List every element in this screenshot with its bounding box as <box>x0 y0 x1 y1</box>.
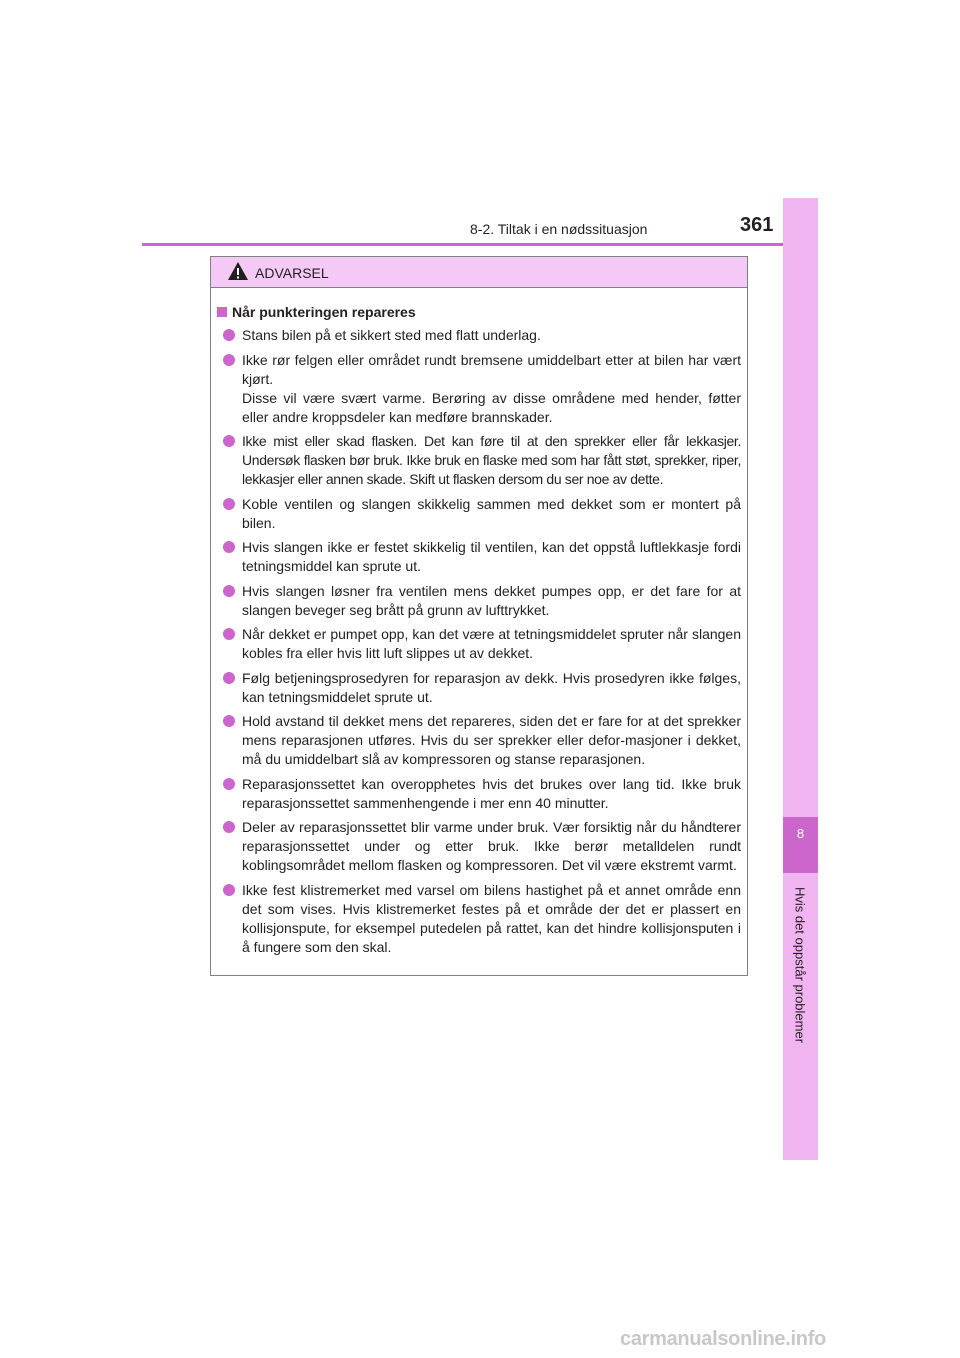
warning-triangle-icon <box>227 260 249 287</box>
warning-bullet: Ikke mist eller skad flasken. Det kan føre til at den sprekker eller får lekkasjer. Undersøk flasken bør bruk. Ikke bruk en flaske med som har fått støt, sprekker, riper, lekkasjer eller annen skade. Skift ut flasken dersom du ser noe av dette. <box>217 432 741 489</box>
warning-header <box>211 257 747 288</box>
warning-subheading-text: Når punkteringen repareres <box>232 304 416 320</box>
warning-bullet: Koble ventilen og slangen skikkelig sammen med dekket som er montert på bilen. <box>217 495 741 533</box>
bullet-dot-icon <box>223 628 235 640</box>
warning-subheading <box>217 302 741 322</box>
bullet-dot-icon <box>223 884 235 896</box>
bullet-dot-icon <box>223 585 235 597</box>
warning-bullet: Hold avstand til dekket mens det repareres, siden det er fare for at det sprekker mens reparasjonen utføres. Hvis du ser sprekker eller defor-masjoner i dekket, må du umiddelbart slå av kompressoren og stanse reparasjonen. <box>217 712 741 769</box>
warning-bullet: Ikke fest klistremerket med varsel om bilens hastighet på et annet område enn det som vises. Hvis klistremerket festes på et område der det er plassert en kollisjonspute, for eksempel putedelen på rattet, kan det hindre kollisjonsputen i å fungere som den skal. <box>217 881 741 957</box>
warning-title: ADVARSEL <box>255 265 329 281</box>
warning-box <box>210 256 748 976</box>
warning-bullet: Ikke rør felgen eller området rundt bremsene umiddelbart etter at bilen har vært kjørt. Disse vil være svært varme. Berøring av disse områdene med hender, føtter eller andre kroppsdeler kan medføre brannskader. <box>217 351 741 427</box>
bullet-dot-icon <box>223 498 235 510</box>
warning-bullet: Hvis slangen ikke er festet skikkelig til ventilen, kan det oppstå luftlekkasje fordi tetningsmiddel kan sprute ut. <box>217 538 741 576</box>
chapter-label: Hvis det oppstår problemer <box>792 886 808 1044</box>
bullet-dot-icon <box>223 821 235 833</box>
site-watermark: carmanualsonline.info <box>620 1328 826 1350</box>
warning-bullet: Reparasjonssettet kan overopphetes hvis det brukes over lang tid. Ikke bruk reparasjonssettet sammenhengende i mer enn 40 minutter. <box>217 775 741 813</box>
warning-bullet: Hvis slangen løsner fra ventilen mens dekket pumpes opp, er det fare for at slangen beveger seg brått på grunn av lufttrykket. <box>217 582 741 620</box>
warning-bullet: Når dekket er pumpet opp, kan det være at tetningsmiddelet spruter når slangen kobles fra eller hvis litt luft slippes ut av dekket. <box>217 625 741 663</box>
bullet-dot-icon <box>223 778 235 790</box>
warning-bullet: Følg betjeningsprosedyren for reparasjon av dekk. Hvis prosedyren ikke følges, kan tetningsmiddelet sprute ut. <box>217 669 741 707</box>
bullet-dot-icon <box>223 354 235 366</box>
bullet-dot-icon <box>223 672 235 684</box>
warning-body <box>211 288 747 957</box>
warning-bullet: Stans bilen på et sikkert sted med flatt underlag. <box>217 326 741 345</box>
square-bullet-icon <box>217 307 227 317</box>
bullet-dot-icon <box>223 435 235 447</box>
header-rule <box>142 243 818 246</box>
warning-bullet: Deler av reparasjonssettet blir varme under bruk. Vær forsiktig når du håndterer reparasjonssettet under og etter bruk. Ikke berør metalldelen rundt koblingsområdet mellom flasken og kompressoren. Det vil være ekstremt varmt. <box>217 818 741 875</box>
bullet-dot-icon <box>223 715 235 727</box>
bullet-dot-icon <box>223 541 235 553</box>
bullet-dot-icon <box>223 329 235 341</box>
section-title: 8-2. Tiltak i en nødssituasjon <box>470 221 648 237</box>
page-number: 361 <box>740 214 774 236</box>
chapter-number: 8 <box>796 826 805 841</box>
warning-bullet-list <box>217 326 741 957</box>
